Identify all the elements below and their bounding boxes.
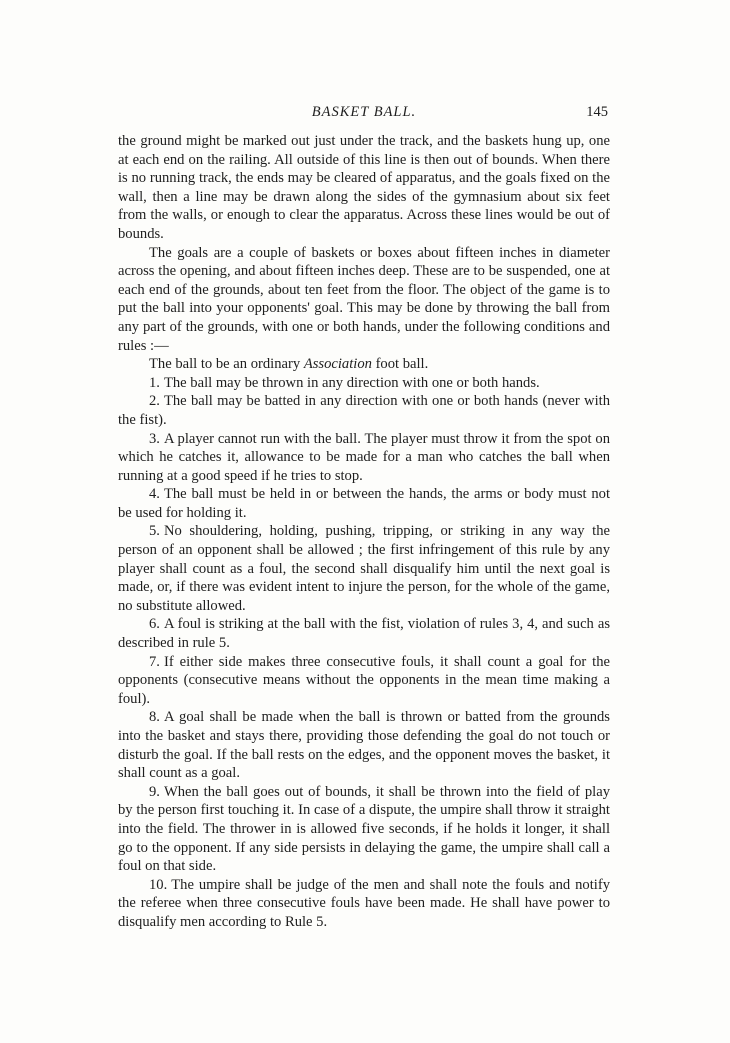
paragraph-goals: The goals are a couple of baskets or boxes about fifteen inches in diameter across the opening, and about fifteen inches deep. These are to be suspended, one at each end of the grounds, about ten feet from the floor. The object of the game is to put the ball into your opponents' goal. This may be done by throwing the ball from any part of the grounds, with one or both hands, under the following conditions and rules :— xyxy=(118,244,610,354)
rule-number: 1. xyxy=(149,374,160,391)
rule-text: If either side makes three consecutive fouls, it shall count a goal for the opponents (consecutive means without the opponents in the mean time making a foul). xyxy=(118,653,610,707)
running-title: BASKET BALL. xyxy=(311,104,417,120)
rule-number: 6. xyxy=(149,616,160,633)
rule-text: A player cannot run with the ball. The player must throw it from the spot on which he catches it, allowance to be made for a man who catches the ball when running at a good speed if he tries to stop. xyxy=(118,430,610,484)
rule-text: The ball may be batted in any direction with one or both hands (never with the fist). xyxy=(118,393,610,428)
rule-item xyxy=(118,374,610,393)
rule-number: 7. xyxy=(149,653,160,670)
paragraph-ball xyxy=(118,355,610,374)
rule-text: No shouldering, holding, pushing, tripping, or striking in any way the person of an opponent shall be allowed ; the first infringement of this rule by any player shall count as a foul, the second shall disqualify him until the next goal is made, or, if there was evident intent to injure the person, for the whole of the game, no substitute allowed. xyxy=(118,523,610,614)
rule-text: The ball may be thrown in any direction with one or both hands. xyxy=(163,374,540,391)
rule-item xyxy=(118,653,610,709)
ball-text-pre: The ball to be an ordinary xyxy=(149,356,304,373)
rule-text: The ball must be held in or between the hands, the arms or body must not be used for holding it. xyxy=(118,486,610,521)
rule-item xyxy=(118,876,610,932)
rule-number: 5. xyxy=(149,523,160,540)
rule-number: 9. xyxy=(149,783,160,800)
rule-item xyxy=(118,615,610,652)
rule-item xyxy=(118,522,610,615)
running-head xyxy=(118,104,610,126)
rule-text: The umpire shall be judge of the men and shall note the fouls and notify the referee when three consecutive fouls have been made. He shall have power to disqualify men according to Rule 5. xyxy=(118,876,610,930)
rule-number: 4. xyxy=(149,486,160,503)
rule-item xyxy=(118,485,610,522)
rule-item xyxy=(118,430,610,486)
rule-item xyxy=(118,392,610,429)
rule-text: When the ball goes out of bounds, it shall be thrown into the field of play by the person first touching it. In case of a dispute, the umpire shall throw it straight into the field. The thrower in is allowed five seconds, if he holds it longer, it shall go to the opponent. If any side persists in delaying the game, the umpire shall call a foul on that side. xyxy=(118,783,610,875)
rule-number: 3. xyxy=(149,430,160,447)
rule-item xyxy=(118,783,610,876)
rule-number: 2. xyxy=(149,393,160,410)
body-text xyxy=(118,132,610,932)
rule-number: 10. xyxy=(149,876,168,893)
rule-item xyxy=(118,708,610,782)
ball-text-italic: Association xyxy=(303,356,372,373)
rule-text: A goal shall be made when the ball is thrown or batted from the grounds into the basket and stays there, providing those defending the goal do not touch or disturb the goal. If the ball rests on the edges, and the opponent moves the basket, it shall count as a goal. xyxy=(118,709,610,782)
rule-number: 8. xyxy=(149,709,160,726)
rule-text: A foul is striking at the ball with the fist, violation of rules 3, 4, and such as described in rule 5. xyxy=(118,616,610,652)
ball-text-post: foot ball. xyxy=(371,356,429,373)
paragraph-continued: the ground might be marked out just under the track, and the baskets hung up, one at each end on the railing. All outside of this line is then out of bounds. When there is no running track, the ends may be cleared of apparatus, and the goals fixed on the wall, then a line may be drawn along the sides of the gymnasium about six feet from the walls, or enough to clear the apparatus. Across these lines would be out of bounds. xyxy=(118,133,610,242)
page-number: 145 xyxy=(586,104,608,120)
